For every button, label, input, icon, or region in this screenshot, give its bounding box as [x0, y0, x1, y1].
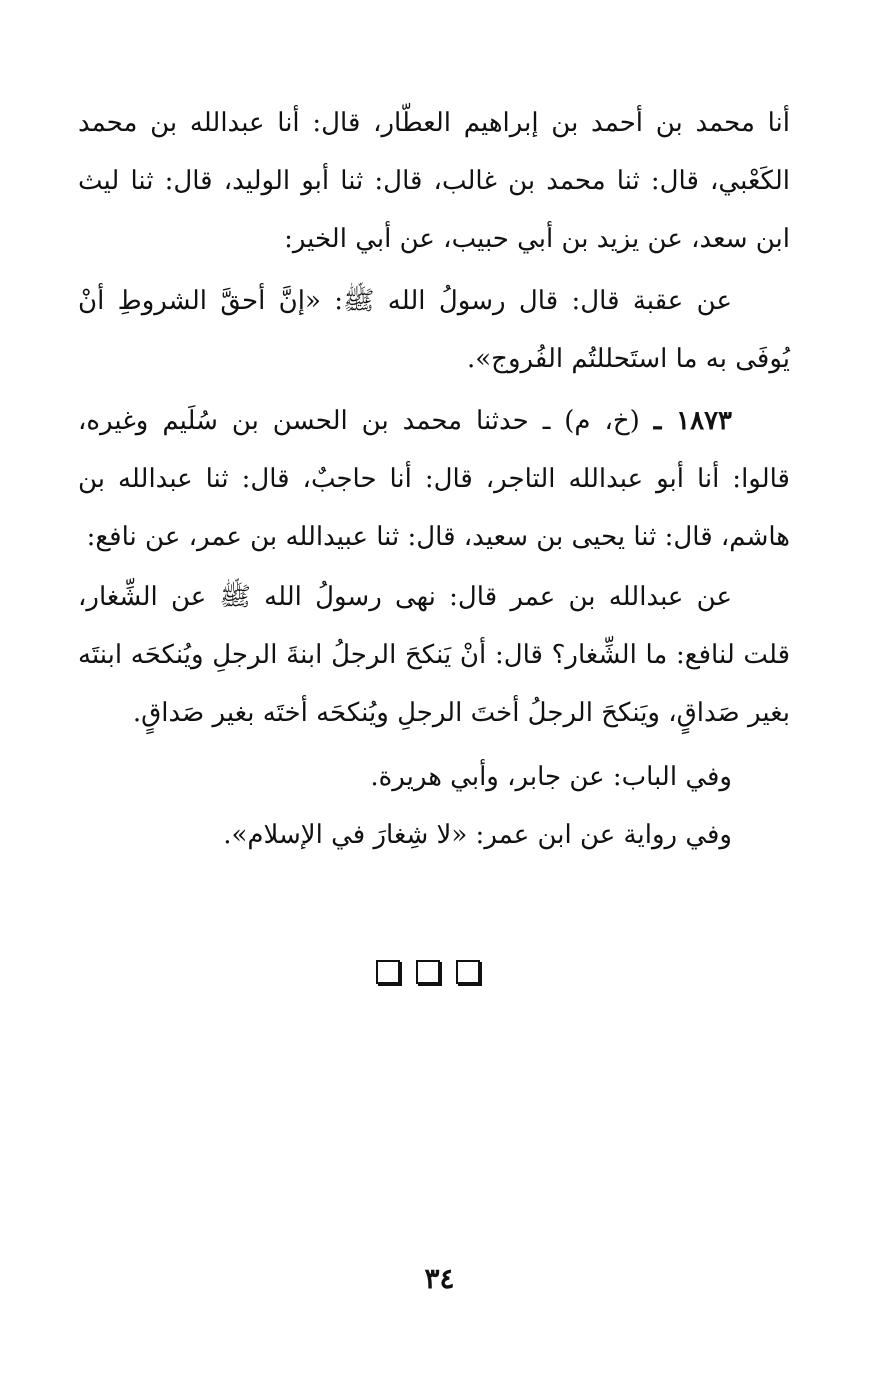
paragraph-text: عن عبدالله بن عمر قال: نهى رسولُ الله ﷺ عن الشِّغار، قلت لنافع: ما الشِّغار؟ قال: أنْ يَنكحَ الرجلُ ابنةَ الرجلِ ويُنكحَه ابنتَه بغير صَداقٍ، ويَنكحَ الرجلُ أختَ الرجلِ ويُنكحَه أختَه بغير صَداقٍ.	[78, 582, 790, 728]
notes-block	[78, 748, 790, 864]
paragraph-text	[78, 392, 790, 566]
paragraph-body: (خ، م) ـ حدثنا محمد بن الحسن بن سُلَيم وغيره، قالوا: أنا أبو عبدالله التاجر، قال: أنا حاجبٌ، قال: ثنا عبدالله بن هاشم، قال: ثنا يحيى بن سعيد، قال: ثنا عبيدالله بن عمر، عن نافع:	[78, 406, 790, 552]
square-ornament-icon	[456, 960, 480, 984]
note-line: وفي الباب: عن جابر، وأبي هريرة.	[370, 762, 732, 792]
section-divider-ornament	[376, 960, 480, 986]
isnad-paragraph	[78, 94, 790, 268]
hadith-1873-text	[78, 568, 790, 742]
hadith-text-paragraph	[78, 272, 790, 388]
note-line: وفي رواية عن ابن عمر: «لا شِغارَ في الإسلام».	[223, 820, 732, 850]
paragraph-text: عن عقبة قال: قال رسولُ الله ﷺ: «إنَّ أحقَّ الشروطِ أنْ يُوفَى به ما استَحللتُم الفُروج».	[78, 286, 790, 374]
hadith-number: ١٨٧٣ ـ	[653, 406, 733, 436]
square-ornament-icon	[376, 960, 400, 984]
square-ornament-icon	[416, 960, 440, 984]
hadith-1873-isnad	[78, 392, 790, 566]
page-number: ٣٤	[424, 1262, 455, 1295]
paragraph-text: أنا محمد بن أحمد بن إبراهيم العطّار، قال: أنا عبدالله بن محمد الكَعْبي، قال: ثنا محمد بن غالب، قال: ثنا أبو الوليد، قال: ثنا ليث ابن سعد، عن يزيد بن أبي حبيب، عن أبي الخير:	[78, 108, 790, 254]
